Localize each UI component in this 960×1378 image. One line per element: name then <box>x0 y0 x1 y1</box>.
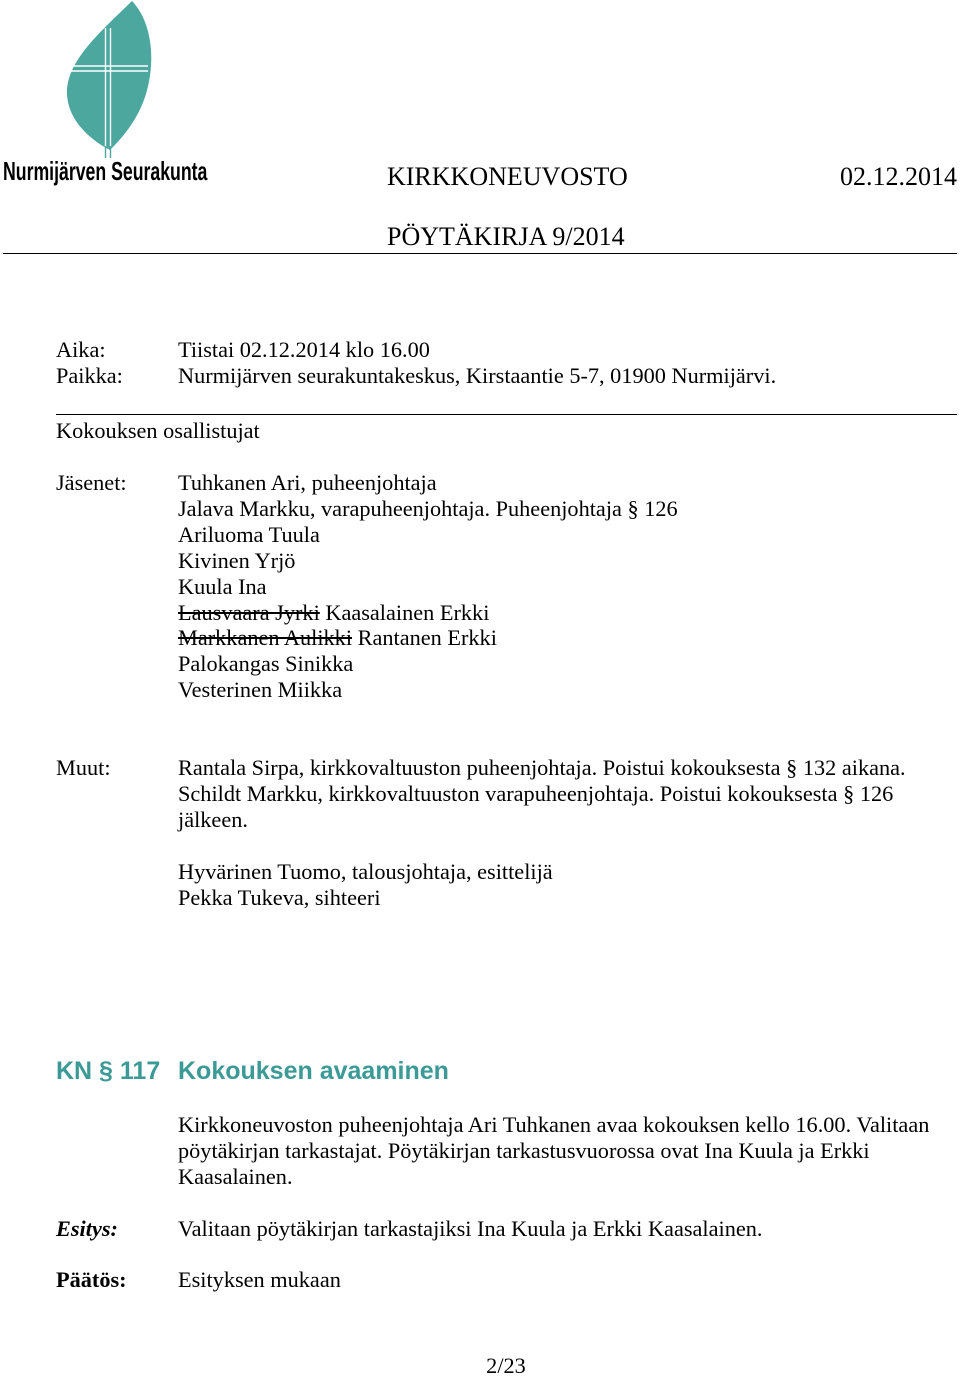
member-name: Kivinen Yrjö <box>178 547 296 573</box>
member-item <box>178 677 956 703</box>
decision-text: Esityksen mukaan <box>178 1267 341 1292</box>
place-value: Nurmijärven seurakuntakeskus, Kirstaantie 5-7, 01900 Nurmijärvi. <box>178 363 777 388</box>
other-participant: Rantala Sirpa, kirkkovaltuuston puheenjohtaja. Poistui kokouksesta § 132 aikana. <box>178 755 906 780</box>
proposal-row <box>0 1216 960 1242</box>
member-name: Rantanen Erkki <box>357 625 497 651</box>
others-label: Muut: <box>56 755 111 780</box>
member-item <box>178 574 956 600</box>
members-label: Jäsenet: <box>56 470 127 495</box>
member-name: Palokangas Sinikka <box>178 651 354 677</box>
agenda-item-description <box>178 1112 956 1190</box>
member-item <box>178 651 956 677</box>
proposal-label: Esitys: <box>56 1216 118 1241</box>
meeting-place-row <box>0 363 960 389</box>
member-item <box>178 600 956 626</box>
other-participant: Hyvärinen Tuomo, talousjohtaja, esittelijä <box>178 858 553 884</box>
proposal-text: Valitaan pöytäkirjan tarkastajiksi Ina Kuula ja Erkki Kaasalainen. <box>178 1216 763 1241</box>
struck-member-name: Lausvaara Jyrki <box>178 599 320 625</box>
member-name: Kaasalainen Erkki <box>325 599 490 625</box>
agenda-item-number: KN § 117 <box>56 1057 161 1085</box>
member-item <box>178 522 956 548</box>
member-name: Tuhkanen Ari, puheenjohtaja <box>178 470 437 495</box>
parish-logo <box>0 0 215 190</box>
page-number: 2/23 <box>486 1353 526 1378</box>
logo-wordmark: Nurmijärven Seurakunta <box>3 156 208 186</box>
others-list <box>178 755 956 910</box>
document-date: 02.12.2014 <box>840 162 957 191</box>
member-item <box>178 625 956 651</box>
time-label: Aika: <box>56 337 106 362</box>
member-name: Vesterinen Miikka <box>178 677 343 703</box>
agenda-item-title: Kokouksen avaaminen <box>178 1057 449 1085</box>
member-name: Kuula Ina <box>178 573 267 599</box>
decision-row <box>0 1267 960 1293</box>
member-item <box>178 548 956 574</box>
section-divider <box>56 414 957 415</box>
place-label: Paikka: <box>56 363 123 388</box>
participants-heading: Kokouksen osallistujat <box>56 418 260 443</box>
other-participant: Schildt Markku, kirkkovaltuuston varapuheenjohtaja. Poistui kokouksesta § 126 jälkeen. <box>178 780 894 832</box>
member-name: Jalava Markku, varapuheenjohtaja. Puheenjohtaja § 126 <box>178 495 678 521</box>
decision-label: Päätös: <box>56 1267 127 1292</box>
members-list <box>178 470 956 703</box>
header-divider <box>3 253 957 254</box>
other-participant: Pekka Tukeva, sihteeri <box>178 884 381 910</box>
meeting-time-row <box>0 337 960 363</box>
member-name: Ariluoma Tuula <box>178 521 320 547</box>
description-text: Kirkkoneuvoston puheenjohtaja Ari Tuhkanen avaa kokouksen kello 16.00. Valitaan pöytäkirjan tarkastajat. Pöytäkirjan tarkastusvuorossa ovat Ina Kuula ja Erkki Kaasalainen. <box>178 1112 930 1189</box>
struck-member-name: Markkanen Aulikki <box>178 625 353 651</box>
member-item <box>178 496 956 522</box>
leaf-cross-icon <box>60 0 160 160</box>
document-title: KIRKKONEUVOSTO <box>387 162 628 191</box>
member-item <box>178 470 956 496</box>
document-subtitle: PÖYTÄKIRJA 9/2014 <box>387 222 625 251</box>
time-value: Tiistai 02.12.2014 klo 16.00 <box>178 337 430 362</box>
leaf-shape <box>67 1 151 150</box>
